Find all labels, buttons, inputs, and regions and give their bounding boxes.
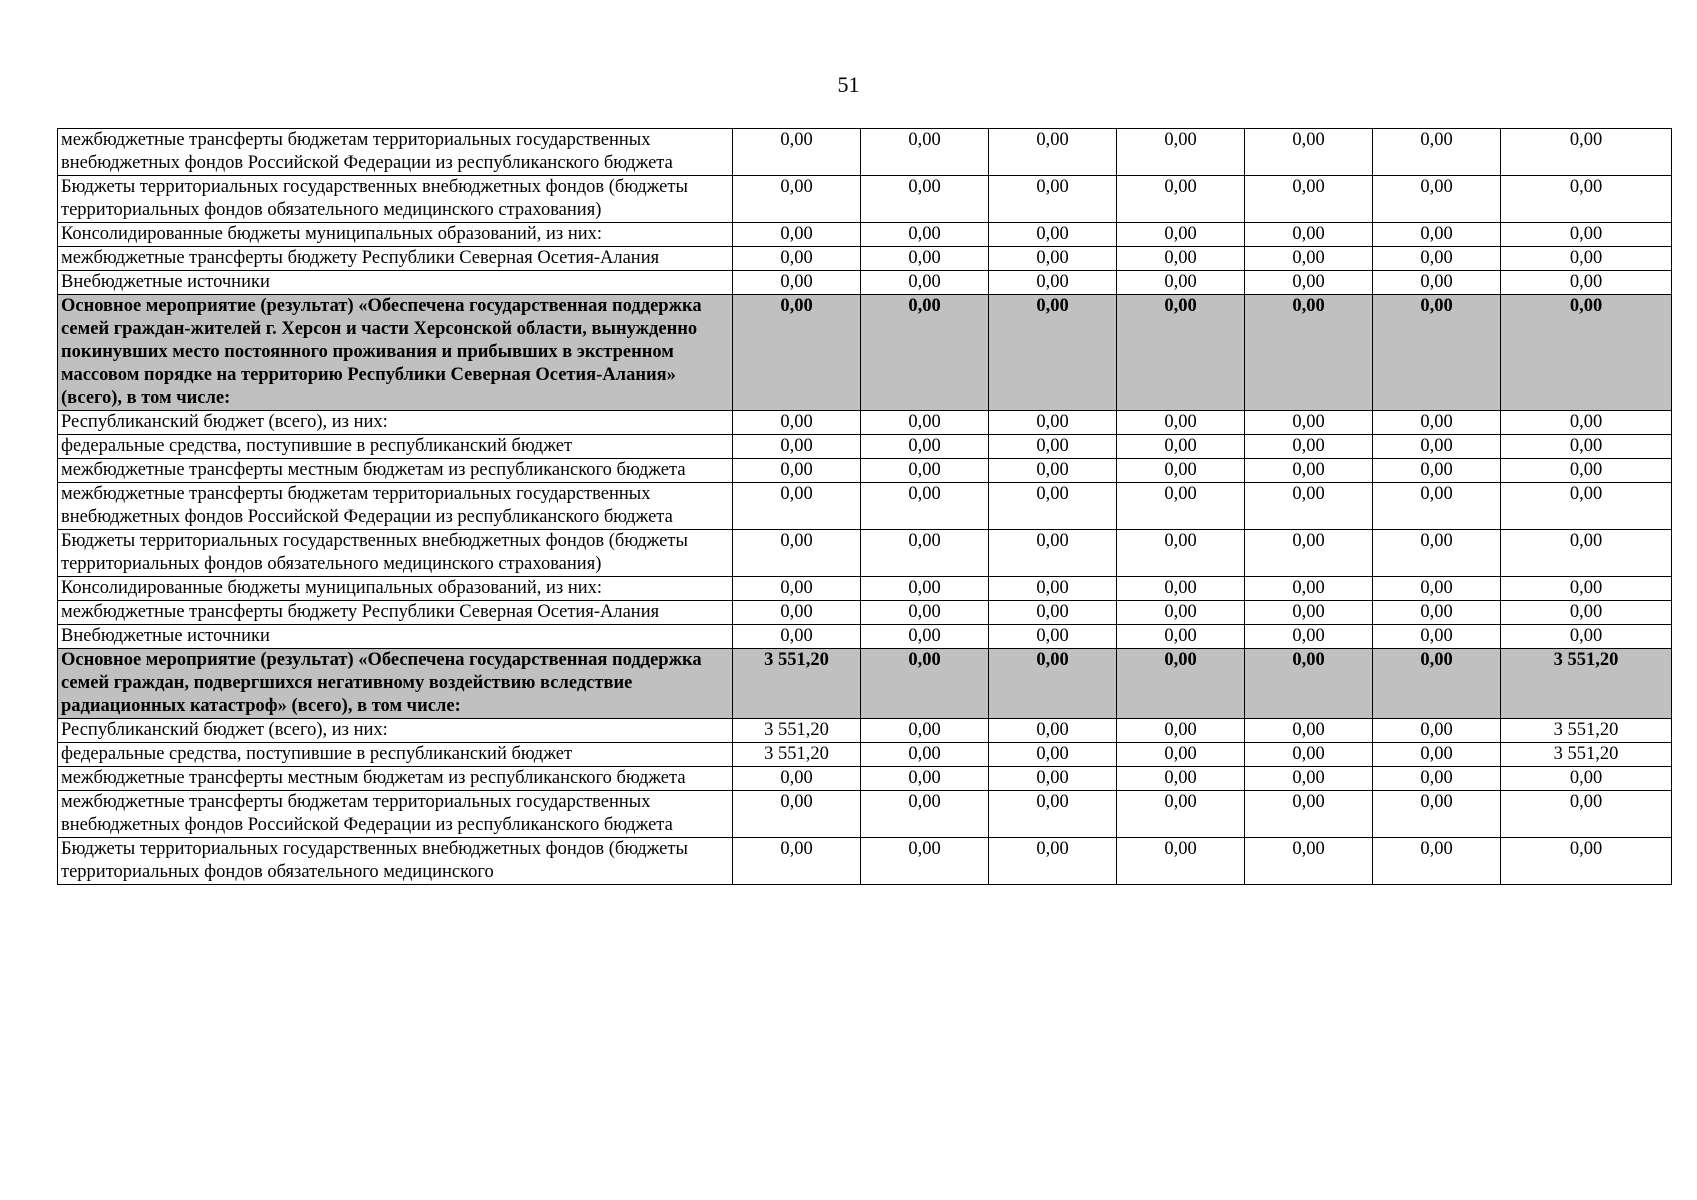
value-cell: 0,00 — [733, 411, 861, 435]
value-cell: 0,00 — [1245, 176, 1373, 223]
value-cell: 0,00 — [1245, 411, 1373, 435]
value-cell: 0,00 — [861, 176, 989, 223]
row-label: федеральные средства, поступившие в республиканский бюджет — [58, 435, 733, 459]
value-cell: 3 551,20 — [733, 743, 861, 767]
row-label: Бюджеты территориальных государственных внебюджетных фондов (бюджеты территориальных фондов обязательного медицинского страхования) — [58, 530, 733, 577]
table-row — [58, 743, 1672, 767]
row-label: межбюджетные трансферты местным бюджетам из республиканского бюджета — [58, 459, 733, 483]
value-cell: 0,00 — [733, 176, 861, 223]
row-label: Республиканский бюджет (всего), из них: — [58, 411, 733, 435]
value-cell: 0,00 — [861, 649, 989, 719]
value-cell: 3 551,20 — [1501, 743, 1672, 767]
value-cell: 0,00 — [1501, 530, 1672, 577]
value-cell: 0,00 — [989, 223, 1117, 247]
value-cell: 0,00 — [989, 295, 1117, 411]
value-cell: 0,00 — [1117, 411, 1245, 435]
value-cell: 0,00 — [733, 483, 861, 530]
value-cell: 0,00 — [861, 483, 989, 530]
value-cell: 0,00 — [1245, 530, 1373, 577]
value-cell: 0,00 — [733, 247, 861, 271]
value-cell: 0,00 — [1373, 176, 1501, 223]
value-cell: 0,00 — [1117, 223, 1245, 247]
value-cell: 0,00 — [989, 435, 1117, 459]
value-cell: 0,00 — [1373, 295, 1501, 411]
value-cell: 0,00 — [1501, 247, 1672, 271]
value-cell: 0,00 — [1501, 411, 1672, 435]
value-cell: 0,00 — [1501, 435, 1672, 459]
value-cell: 0,00 — [861, 271, 989, 295]
table-row — [58, 838, 1672, 885]
value-cell: 0,00 — [989, 649, 1117, 719]
value-cell: 0,00 — [1245, 791, 1373, 838]
value-cell: 0,00 — [1245, 719, 1373, 743]
budget-table-body — [58, 129, 1672, 885]
value-cell: 0,00 — [1501, 625, 1672, 649]
value-cell: 0,00 — [1117, 719, 1245, 743]
value-cell: 0,00 — [861, 530, 989, 577]
value-cell: 0,00 — [989, 411, 1117, 435]
value-cell: 0,00 — [1117, 295, 1245, 411]
value-cell: 0,00 — [1373, 791, 1501, 838]
value-cell: 0,00 — [1245, 625, 1373, 649]
value-cell: 0,00 — [733, 601, 861, 625]
table-row — [58, 719, 1672, 743]
value-cell: 0,00 — [1373, 129, 1501, 176]
value-cell: 0,00 — [1117, 577, 1245, 601]
value-cell: 0,00 — [1245, 767, 1373, 791]
value-cell: 0,00 — [1373, 459, 1501, 483]
value-cell: 0,00 — [861, 791, 989, 838]
value-cell: 0,00 — [1245, 649, 1373, 719]
value-cell: 0,00 — [989, 601, 1117, 625]
value-cell: 0,00 — [1117, 483, 1245, 530]
value-cell: 0,00 — [1245, 743, 1373, 767]
value-cell: 0,00 — [861, 767, 989, 791]
value-cell: 0,00 — [861, 601, 989, 625]
table-row — [58, 129, 1672, 176]
value-cell: 0,00 — [1501, 483, 1672, 530]
value-cell: 0,00 — [1501, 176, 1672, 223]
value-cell: 0,00 — [1501, 767, 1672, 791]
value-cell: 0,00 — [1373, 838, 1501, 885]
value-cell: 0,00 — [989, 271, 1117, 295]
value-cell: 0,00 — [989, 625, 1117, 649]
value-cell: 0,00 — [989, 719, 1117, 743]
value-cell: 0,00 — [1501, 601, 1672, 625]
value-cell: 0,00 — [1501, 295, 1672, 411]
row-label: межбюджетные трансферты бюджетам территориальных государственных внебюджетных фондов Российской Федерации из республиканского бюджета — [58, 791, 733, 838]
value-cell: 3 551,20 — [1501, 719, 1672, 743]
page-number: 51 — [837, 72, 860, 97]
row-label: Республиканский бюджет (всего), из них: — [58, 719, 733, 743]
row-label: межбюджетные трансферты местным бюджетам из республиканского бюджета — [58, 767, 733, 791]
table-row — [58, 459, 1672, 483]
value-cell: 0,00 — [1373, 483, 1501, 530]
value-cell: 0,00 — [1245, 271, 1373, 295]
value-cell: 0,00 — [1373, 223, 1501, 247]
value-cell: 0,00 — [861, 435, 989, 459]
value-cell: 0,00 — [989, 176, 1117, 223]
value-cell: 0,00 — [733, 791, 861, 838]
value-cell: 0,00 — [1117, 176, 1245, 223]
value-cell: 0,00 — [1117, 530, 1245, 577]
table-row — [58, 625, 1672, 649]
value-cell: 0,00 — [1117, 247, 1245, 271]
value-cell: 0,00 — [989, 483, 1117, 530]
value-cell: 0,00 — [733, 625, 861, 649]
table-row — [58, 791, 1672, 838]
row-label: федеральные средства, поступившие в республиканский бюджет — [58, 743, 733, 767]
value-cell: 0,00 — [1373, 411, 1501, 435]
table-row — [58, 223, 1672, 247]
value-cell: 3 551,20 — [733, 719, 861, 743]
value-cell: 0,00 — [861, 743, 989, 767]
table-row — [58, 483, 1672, 530]
table-row — [58, 577, 1672, 601]
section-header-row — [58, 295, 1672, 411]
value-cell: 0,00 — [1117, 791, 1245, 838]
value-cell: 0,00 — [1501, 459, 1672, 483]
value-cell: 0,00 — [1501, 838, 1672, 885]
value-cell: 0,00 — [1117, 649, 1245, 719]
value-cell: 0,00 — [1245, 223, 1373, 247]
table-row — [58, 435, 1672, 459]
value-cell: 0,00 — [733, 435, 861, 459]
value-cell: 0,00 — [1117, 743, 1245, 767]
value-cell: 0,00 — [733, 271, 861, 295]
value-cell: 0,00 — [989, 838, 1117, 885]
value-cell: 0,00 — [1501, 223, 1672, 247]
value-cell: 0,00 — [1373, 767, 1501, 791]
value-cell: 0,00 — [1245, 295, 1373, 411]
value-cell: 0,00 — [989, 577, 1117, 601]
value-cell: 0,00 — [733, 838, 861, 885]
value-cell: 0,00 — [1245, 838, 1373, 885]
value-cell: 0,00 — [861, 411, 989, 435]
value-cell: 0,00 — [861, 577, 989, 601]
value-cell: 0,00 — [1373, 625, 1501, 649]
row-label: Основное мероприятие (результат) «Обеспечена государственная поддержка семей граждан-жителей г. Херсон и части Херсонской области, вынужденно покинувших место постоянного проживания и прибывших в экстренном массовом порядке на территорию Республики Северная Осетия-Алания» (всего), в том числе: — [58, 295, 733, 411]
value-cell: 0,00 — [861, 295, 989, 411]
value-cell: 3 551,20 — [1501, 649, 1672, 719]
row-label: Бюджеты территориальных государственных внебюджетных фондов (бюджеты территориальных фондов обязательного медицинского — [58, 838, 733, 885]
budget-table — [57, 128, 1672, 885]
value-cell: 0,00 — [1373, 719, 1501, 743]
value-cell: 0,00 — [1117, 435, 1245, 459]
row-label: Внебюджетные источники — [58, 271, 733, 295]
value-cell: 0,00 — [989, 459, 1117, 483]
value-cell: 0,00 — [1245, 459, 1373, 483]
value-cell: 0,00 — [1245, 577, 1373, 601]
row-label: Основное мероприятие (результат) «Обеспечена государственная поддержка семей граждан, подвергшихся негативному воздействию вследствие радиационных катастроф» (всего), в том числе: — [58, 649, 733, 719]
table-row — [58, 530, 1672, 577]
value-cell: 0,00 — [1501, 129, 1672, 176]
value-cell: 0,00 — [861, 459, 989, 483]
row-label: межбюджетные трансферты бюджетам территориальных государственных внебюджетных фондов Российской Федерации из республиканского бюджета — [58, 483, 733, 530]
value-cell: 0,00 — [1117, 601, 1245, 625]
value-cell: 0,00 — [733, 577, 861, 601]
value-cell: 0,00 — [1373, 743, 1501, 767]
value-cell: 0,00 — [1117, 271, 1245, 295]
value-cell: 0,00 — [733, 295, 861, 411]
value-cell: 0,00 — [989, 129, 1117, 176]
table-row — [58, 411, 1672, 435]
value-cell: 0,00 — [1117, 129, 1245, 176]
value-cell: 0,00 — [1373, 271, 1501, 295]
row-label: Бюджеты территориальных государственных внебюджетных фондов (бюджеты территориальных фондов обязательного медицинского страхования) — [58, 176, 733, 223]
value-cell: 0,00 — [861, 223, 989, 247]
value-cell: 0,00 — [1373, 530, 1501, 577]
row-label: Консолидированные бюджеты муниципальных образований, из них: — [58, 223, 733, 247]
value-cell: 0,00 — [1245, 601, 1373, 625]
value-cell: 0,00 — [1373, 601, 1501, 625]
table-row — [58, 247, 1672, 271]
value-cell: 0,00 — [1245, 483, 1373, 530]
value-cell: 0,00 — [733, 223, 861, 247]
value-cell: 0,00 — [1373, 247, 1501, 271]
value-cell: 0,00 — [1501, 577, 1672, 601]
row-label: межбюджетные трансферты бюджету Республики Северная Осетия-Алания — [58, 601, 733, 625]
value-cell: 0,00 — [861, 719, 989, 743]
value-cell: 0,00 — [861, 129, 989, 176]
value-cell: 0,00 — [989, 743, 1117, 767]
value-cell: 0,00 — [1245, 129, 1373, 176]
table-row — [58, 176, 1672, 223]
value-cell: 0,00 — [861, 247, 989, 271]
value-cell: 0,00 — [1373, 435, 1501, 459]
value-cell: 0,00 — [861, 838, 989, 885]
table-row — [58, 767, 1672, 791]
value-cell: 0,00 — [1117, 625, 1245, 649]
value-cell: 0,00 — [733, 530, 861, 577]
value-cell: 0,00 — [989, 767, 1117, 791]
value-cell: 0,00 — [733, 767, 861, 791]
row-label: Консолидированные бюджеты муниципальных образований, из них: — [58, 577, 733, 601]
value-cell: 0,00 — [1373, 649, 1501, 719]
value-cell: 0,00 — [989, 791, 1117, 838]
table-row — [58, 271, 1672, 295]
table-row — [58, 601, 1672, 625]
value-cell: 0,00 — [989, 247, 1117, 271]
section-header-row — [58, 649, 1672, 719]
value-cell: 0,00 — [1501, 271, 1672, 295]
value-cell: 0,00 — [733, 459, 861, 483]
value-cell: 0,00 — [1117, 459, 1245, 483]
value-cell: 0,00 — [1117, 838, 1245, 885]
value-cell: 0,00 — [1245, 247, 1373, 271]
value-cell: 0,00 — [1373, 577, 1501, 601]
value-cell: 0,00 — [1245, 435, 1373, 459]
value-cell: 0,00 — [1501, 791, 1672, 838]
row-label: межбюджетные трансферты бюджетам территориальных государственных внебюджетных фондов Российской Федерации из республиканского бюджета — [58, 129, 733, 176]
row-label: межбюджетные трансферты бюджету Республики Северная Осетия-Алания — [58, 247, 733, 271]
value-cell: 0,00 — [733, 129, 861, 176]
value-cell: 3 551,20 — [733, 649, 861, 719]
row-label: Внебюджетные источники — [58, 625, 733, 649]
value-cell: 0,00 — [861, 625, 989, 649]
value-cell: 0,00 — [1117, 767, 1245, 791]
value-cell: 0,00 — [989, 530, 1117, 577]
